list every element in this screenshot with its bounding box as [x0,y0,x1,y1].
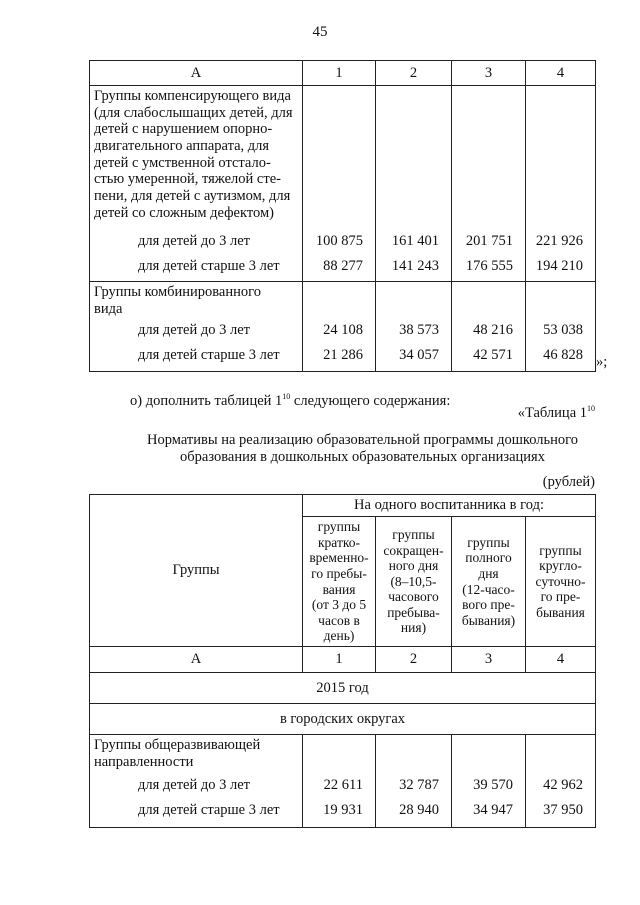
table-reference: «Таблица $1^{10}$ [517,404,595,421]
row-label: для детей до 3 лет [90,233,303,258]
new-norms-table [89,494,596,828]
cell-value: 48 216 [452,322,526,347]
table-title-line-1: Нормативы на реализацию образовательной программы дошкольного [147,432,578,448]
cell-value: 39 570 [452,777,526,802]
amendment-paragraph: о) дополнить таблицей $1^{10}$ следующего содержания: [130,392,451,409]
cell-value: 100 875 [303,233,376,258]
index-cell: 4 [526,647,596,673]
row-label: для детей до 3 лет [90,777,303,802]
district-row [90,704,596,735]
column-header-full-day: группы полного дня (12-часо- вого пре- бывания) [452,517,526,647]
cell-value: 42 962 [526,777,596,802]
row-label: для детей старше 3 лет [90,347,303,372]
table-closing-quote: »; [596,354,608,370]
group-heading-compensating: Группы компенсирующего вида (для слабослышащих детей, для детей с нарушением опорно- двигательного аппарата, для детей с умственной отстало- стью умеренной, тяжелой сте- пени, для детей с аутизмом, для детей со сложным дефектом) [90,86,303,233]
group-heading-combined: Группы комбинированного вида [90,282,303,322]
row-label: для детей до 3 лет [90,322,303,347]
cell-value: 221 926 [526,233,596,258]
table-row [90,802,596,828]
column-header-reduced-day: группы сокращен- ного дня (8–10,5- часового пребыва- ния) [376,517,452,647]
currency-unit: (рублей) [542,474,595,490]
continued-norms-table [89,60,596,372]
header-cell: 3 [452,61,526,86]
row-label: для детей старше 3 лет [90,802,303,828]
cell-value: 88 277 [303,258,376,282]
table-row [90,258,596,282]
cell-value: 176 555 [452,258,526,282]
table-header-row [90,61,596,86]
cell-value: 34 947 [452,802,526,828]
cell-value: 21 286 [303,347,376,372]
table-row [90,777,596,802]
table-row [90,322,596,347]
group-heading-row [90,86,596,233]
cell-value: 24 108 [303,322,376,347]
table-row [90,233,596,258]
column-header-round-the-clock: группы кругло- суточно- го пре- бывания [526,517,596,647]
cell-value: 22 611 [303,777,376,802]
cell-value: 161 401 [376,233,452,258]
groups-header: Группы [90,495,303,647]
table-header-row [90,495,596,517]
cell-value: 28 940 [376,802,452,828]
header-cell: 2 [376,61,452,86]
group-heading-row [90,735,596,777]
group-heading-row [90,282,596,322]
cell-value: 42 571 [452,347,526,372]
year-row [90,673,596,704]
district-label: в городских округах [90,704,596,735]
row-label: для детей старше 3 лет [90,258,303,282]
index-cell: 1 [303,647,376,673]
cell-value: 46 828 [526,347,596,372]
year-label: 2015 год [90,673,596,704]
cell-value: 53 038 [526,322,596,347]
cell-value: 34 057 [376,347,452,372]
cell-value: 194 210 [526,258,596,282]
group-heading-general: Группы общеразвивающей направленности [90,735,303,777]
cell-value: 141 243 [376,258,452,282]
table-row [90,347,596,372]
cell-value: 32 787 [376,777,452,802]
index-cell: 2 [376,647,452,673]
index-cell: А [90,647,303,673]
index-cell: 3 [452,647,526,673]
page-number: 45 [312,24,328,40]
table-title-line-2: образования в дошкольных образовательных организациях [180,449,545,465]
header-cell: 1 [303,61,376,86]
cell-value: 38 573 [376,322,452,347]
header-cell: А [90,61,303,86]
cell-value: 201 751 [452,233,526,258]
cell-value: 37 950 [526,802,596,828]
cell-value: 19 931 [303,802,376,828]
column-header-short-stay: группы кратко- временно- го пребы- вания (от 3 до 5 часов в день) [303,517,376,647]
per-pupil-header: На одного воспитанника в год: [303,495,596,517]
header-cell: 4 [526,61,596,86]
index-row [90,647,596,673]
